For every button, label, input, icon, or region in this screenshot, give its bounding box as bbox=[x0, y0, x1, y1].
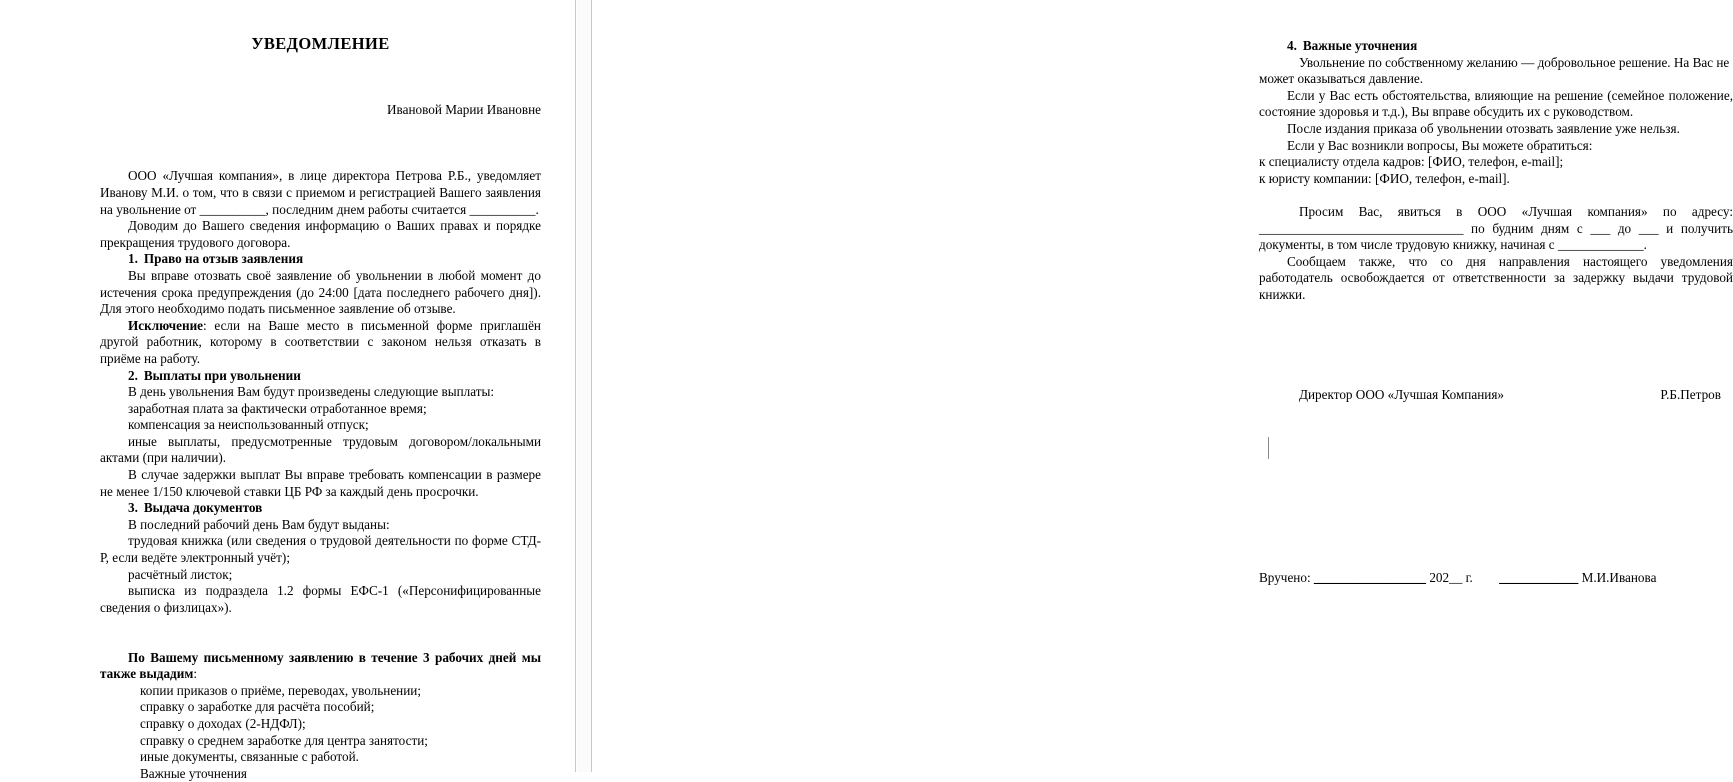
section-3-item: расчётный листок; bbox=[128, 566, 233, 582]
on-request-lead bbox=[100, 650, 541, 683]
spacer bbox=[100, 86, 541, 103]
signature-name: Р.Б.Петров bbox=[1660, 386, 1721, 402]
request-paragraph-2: Сообщаем также, что со дня направления настоящего уведомления работодатель освобождается от ответственности за задержку выдачи трудовой книжки. bbox=[1259, 253, 1733, 302]
spacer bbox=[1259, 187, 1733, 204]
document-page-2 bbox=[591, 0, 1733, 772]
section-4-paragraph-4: Если у Вас возникли вопросы, Вы можете обратиться: bbox=[1287, 137, 1593, 153]
page-2-text-body[interactable] bbox=[1259, 38, 1733, 586]
section-2-title: Выплаты при увольнении bbox=[143, 367, 301, 383]
section-4-paragraph-3: После издания приказа об увольнении отозвать заявление уже нельзя. bbox=[1287, 120, 1680, 136]
on-request-bold-text: По Вашему письменному заявлению в течение 3 рабочих дней мы также выдадим bbox=[100, 649, 541, 682]
delivered-name: М.И.Иванова bbox=[1581, 569, 1657, 585]
spacer bbox=[100, 633, 541, 650]
on-request-item: копии приказов о приёме, переводах, увольнении; bbox=[140, 682, 422, 698]
spacer bbox=[100, 616, 541, 633]
spacer bbox=[1259, 453, 1733, 503]
intro-paragraph-1: ООО «Лучшая компания», в лице директора Петрова Р.Б., уведомляет Иванову М.И. о том, что в связи с приемом и регистрацией Вашего заявления на увольнение от __________, последним днем работы считается __________. bbox=[100, 168, 541, 217]
spacer bbox=[100, 152, 541, 169]
section-2-paragraph-2: В случае задержки выплат Вы вправе требовать компенсации в размере не менее 1/150 ключевой ставки ЦБ РФ за каждый день просрочки. bbox=[100, 467, 541, 499]
section-4-contact-hr: к специалисту отдела кадров: [ФИО, телефон, e-mail]; bbox=[1259, 154, 1564, 170]
section-4-contact-lawyer: к юристу компании: [ФИО, телефон, e-mail]. bbox=[1259, 170, 1510, 186]
addressee-line: Ивановой Марии Ивановне bbox=[387, 102, 541, 118]
section-1-paragraph-1: Вы вправе отозвать своё заявление об увольнении в любой момент до истечения срока предупреждения (до 24:00 [дата последнего рабочего дня]). Для этого необходимо подать письменное заявление об отзыве. bbox=[100, 267, 541, 317]
on-request-colon: : bbox=[193, 666, 197, 682]
exception-text: : если на Ваше место в письменной форме приглашён другой работник, которому в соответствии с законом нельзя отказать в приёме на работу. bbox=[100, 317, 541, 366]
spacer bbox=[1259, 553, 1733, 570]
section-1-heading bbox=[100, 251, 541, 268]
intro-paragraph-2: Доводим до Вашего сведения информацию о Ваших правах и порядке прекращения трудового договора. bbox=[100, 218, 541, 250]
section-3-title: Выдача документов bbox=[143, 500, 263, 516]
document-title: УВЕДОМЛЕНИЕ bbox=[251, 34, 390, 53]
section-2-number: 2. bbox=[128, 367, 138, 383]
spacer bbox=[100, 119, 541, 152]
section-3-heading bbox=[100, 500, 541, 517]
section-3-paragraph-1: В последний рабочий день Вам будут выданы: bbox=[128, 516, 390, 532]
section-2-item: заработная плата за фактически отработанное время; bbox=[128, 400, 427, 416]
spacer bbox=[1259, 304, 1733, 354]
section-1-title: Право на отзыв заявления bbox=[143, 251, 304, 267]
section-1-exception bbox=[100, 318, 541, 368]
on-request-item: справку о среднем заработке для центра занятости; bbox=[140, 732, 428, 748]
delivered-year: 202__ г. bbox=[1429, 569, 1473, 585]
section-4-heading bbox=[1259, 38, 1733, 55]
section-1-number: 1. bbox=[128, 251, 138, 267]
section-4-title: Важные уточнения bbox=[1302, 38, 1418, 53]
spacer bbox=[1259, 354, 1733, 387]
section-3-number: 3. bbox=[128, 500, 138, 516]
delivered-sign-blank[interactable]: ____________ bbox=[1499, 569, 1579, 585]
delivered-date-blank[interactable]: _________________ bbox=[1313, 569, 1427, 585]
section-3-item: трудовая книжка (или сведения о трудовой деятельности по форме СТД-Р, если ведёте электронный учёт); bbox=[100, 533, 541, 566]
section-3-item: выписка из подраздела 1.2 формы ЕФС-1 («Персонифицированные сведения о физлицах»). bbox=[100, 583, 541, 615]
spacer bbox=[1259, 403, 1733, 453]
delivered-label: Вручено: bbox=[1259, 569, 1311, 585]
spacer bbox=[1259, 503, 1733, 553]
page-1-text-body[interactable] bbox=[100, 36, 541, 782]
section-2-item: иные выплаты, предусмотренные трудовым договором/локальными актами (при наличии). bbox=[100, 433, 541, 466]
request-paragraph-1: Просим Вас, явиться в ООО «Лучшая компания» по адресу: _______________________________ по будним дням с ___ до ___ и получить документы, в том числе трудовую книжку, начиная с _____________. bbox=[1259, 203, 1733, 253]
section-4-number: 4. bbox=[1287, 38, 1297, 53]
section-2-item: компенсация за неиспользованный отпуск; bbox=[128, 417, 369, 433]
section-2-heading bbox=[100, 368, 541, 385]
on-request-trailing-line: Важные уточнения bbox=[140, 765, 247, 781]
section-4-paragraph-1: Увольнение по собственному желанию — добровольное решение. На Вас не может оказываться давление. bbox=[1259, 54, 1730, 87]
page-gutter bbox=[577, 0, 591, 772]
signature-role: Директор ООО «Лучшая Компания» bbox=[1299, 386, 1504, 402]
on-request-item: справку о заработке для расчёта пособий; bbox=[140, 699, 375, 715]
delivered-row bbox=[1259, 570, 1733, 587]
spacer bbox=[100, 53, 541, 86]
exception-label: Исключение bbox=[128, 317, 204, 333]
on-request-item: иные документы, связанные с работой. bbox=[140, 749, 359, 765]
section-2-paragraph-1: В день увольнения Вам будут произведены следующие выплаты: bbox=[128, 384, 495, 400]
document-page-1 bbox=[0, 0, 576, 781]
text-cursor-caret bbox=[1268, 437, 1269, 459]
signature-row bbox=[1259, 387, 1733, 404]
section-4-paragraph-2: Если у Вас есть обстоятельства, влияющие на решение (семейное положение, состояние здоровья и т.д.), Вы вправе обсудить их с руководством. bbox=[1259, 87, 1733, 120]
on-request-item: справку о доходах (2-НДФЛ); bbox=[140, 715, 306, 731]
